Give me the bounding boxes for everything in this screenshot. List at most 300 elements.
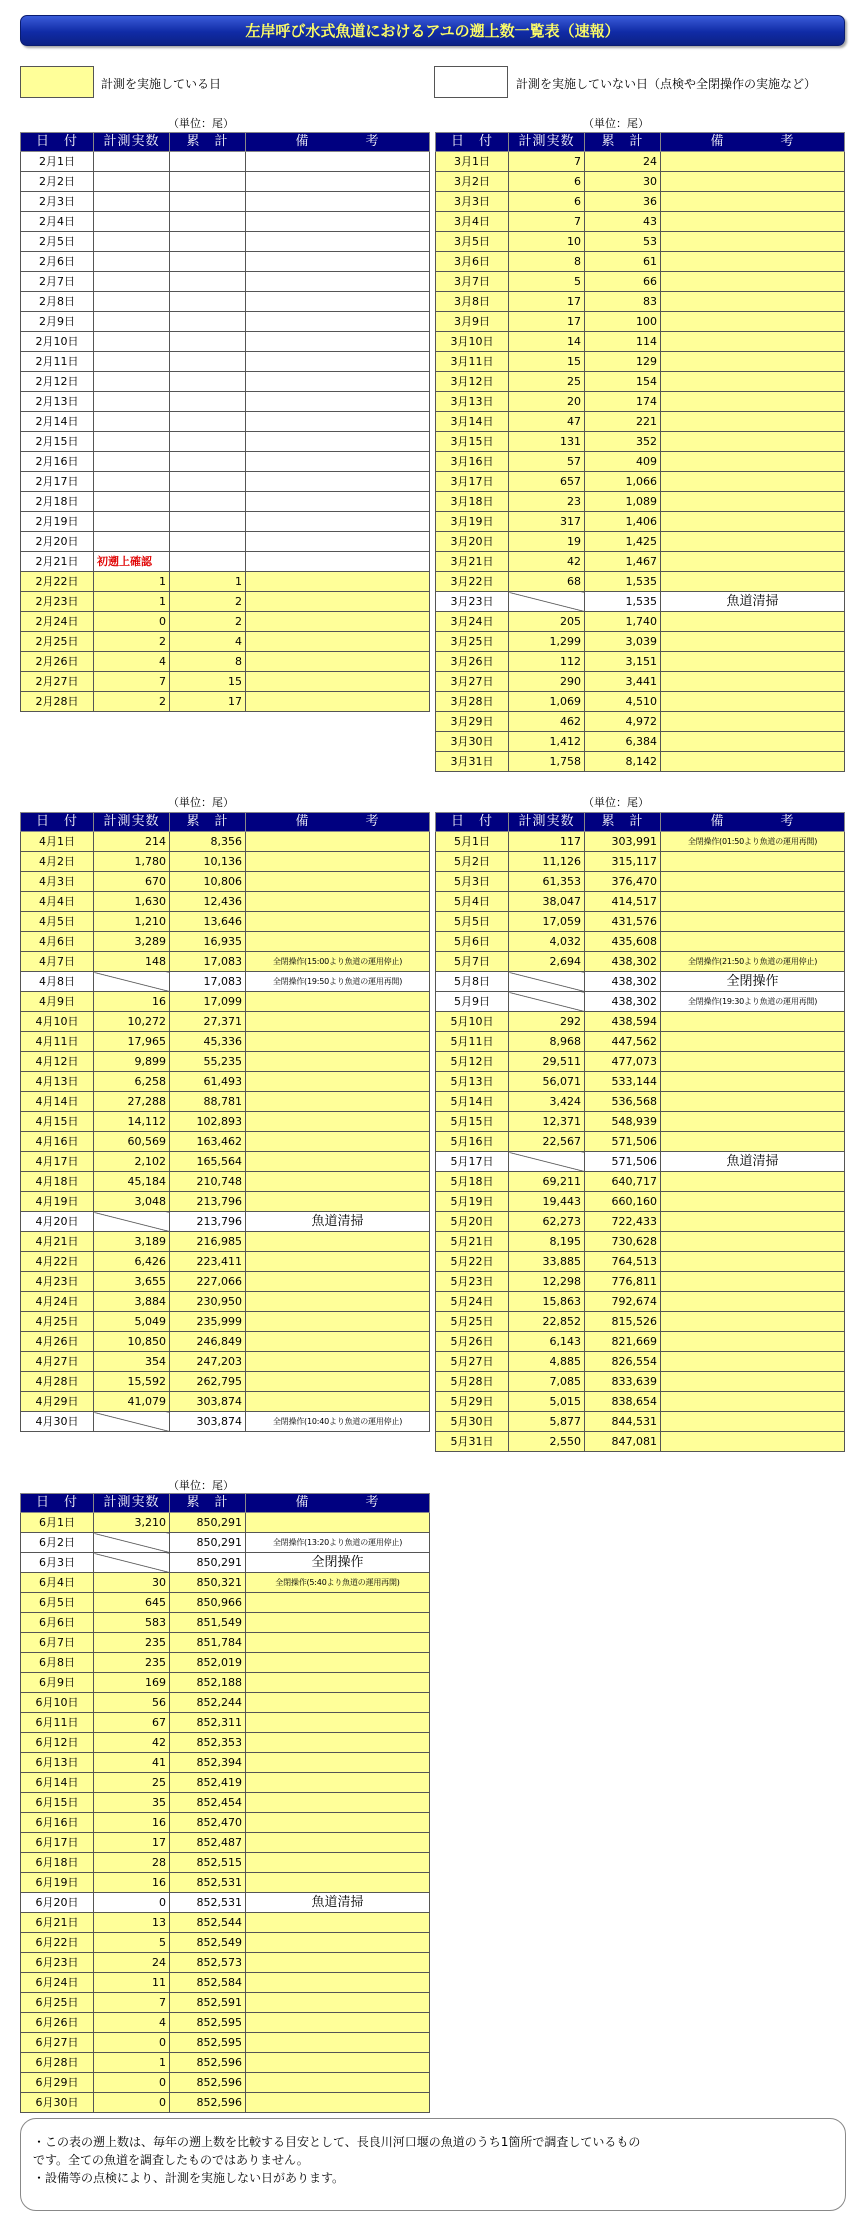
- table-row: [436, 692, 845, 712]
- cumulative-cell: 571,506: [585, 1132, 661, 1152]
- date-cell: 6月27日: [21, 2033, 94, 2053]
- table-row: [21, 1713, 430, 1733]
- count-cell: 1,780: [94, 852, 170, 872]
- table-row: [21, 1533, 430, 1553]
- date-cell: 5月13日: [436, 1072, 509, 1092]
- date-cell: 4月5日: [21, 912, 94, 932]
- remarks-cell: [661, 1372, 845, 1392]
- date-cell: 2月25日: [21, 632, 94, 652]
- footnote-box: [20, 2118, 846, 2211]
- table-may: [435, 812, 845, 1452]
- legend-swatch-measured: [20, 66, 94, 98]
- remarks-cell: [246, 1352, 430, 1372]
- cumulative-cell: 571,506: [585, 1152, 661, 1172]
- count-cell: [94, 332, 170, 352]
- count-cell: 17: [94, 1833, 170, 1853]
- date-cell: 2月6日: [21, 252, 94, 272]
- table-row: [21, 852, 430, 872]
- cumulative-cell: [170, 532, 246, 552]
- count-cell: 23: [509, 492, 585, 512]
- date-cell: 3月10日: [436, 332, 509, 352]
- remarks-cell: [246, 1232, 430, 1252]
- table-header-row: [436, 813, 845, 832]
- header-count: 計測実数: [94, 813, 170, 832]
- date-cell: 6月15日: [21, 1793, 94, 1813]
- date-cell: 2月20日: [21, 532, 94, 552]
- table-row: [21, 1793, 430, 1813]
- date-cell: 4月30日: [21, 1412, 94, 1432]
- remarks-cell: [246, 672, 430, 692]
- cumulative-cell: 352: [585, 432, 661, 452]
- date-cell: 2月17日: [21, 472, 94, 492]
- count-cell: 27,288: [94, 1092, 170, 1112]
- table-row: [436, 1292, 845, 1312]
- cumulative-cell: 844,531: [585, 1412, 661, 1432]
- date-cell: 6月10日: [21, 1693, 94, 1713]
- date-cell: 3月2日: [436, 172, 509, 192]
- cumulative-cell: 533,144: [585, 1072, 661, 1092]
- table-row: [21, 1913, 430, 1933]
- date-cell: 4月29日: [21, 1392, 94, 1412]
- table-row: [436, 152, 845, 172]
- cumulative-cell: 851,549: [170, 1613, 246, 1633]
- table-row: [21, 1152, 430, 1172]
- cumulative-cell: 852,591: [170, 1993, 246, 2013]
- count-cell: 3,210: [94, 1513, 170, 1533]
- unit-label-mar: （単位：尾）: [583, 117, 649, 130]
- count-cell: 19: [509, 532, 585, 552]
- date-cell: 4月14日: [21, 1092, 94, 1112]
- table-row: [436, 892, 845, 912]
- header-cumulative: 累 計: [585, 133, 661, 152]
- count-cell: 131: [509, 432, 585, 452]
- table-row: [21, 412, 430, 432]
- remarks-cell: [246, 2093, 430, 2113]
- count-cell: 12,371: [509, 1112, 585, 1132]
- unit-label-jun: （単位：尾）: [168, 1479, 234, 1492]
- date-cell: 5月28日: [436, 1372, 509, 1392]
- cumulative-cell: 1,535: [585, 572, 661, 592]
- date-cell: 4月28日: [21, 1372, 94, 1392]
- header-cumulative: 累 計: [585, 813, 661, 832]
- remarks-cell: [661, 152, 845, 172]
- date-cell: 3月1日: [436, 152, 509, 172]
- header-date: 日 付: [21, 1494, 94, 1513]
- table-row: [436, 1432, 845, 1452]
- date-cell: 3月31日: [436, 752, 509, 772]
- date-cell: 4月24日: [21, 1292, 94, 1312]
- count-cell: 29,511: [509, 1052, 585, 1072]
- count-cell: 47: [509, 412, 585, 432]
- remarks-cell: [246, 832, 430, 852]
- cumulative-cell: 852,394: [170, 1753, 246, 1773]
- remarks-cell: [661, 632, 845, 652]
- count-cell: 14,112: [94, 1112, 170, 1132]
- count-cell: 45,184: [94, 1172, 170, 1192]
- date-cell: 5月27日: [436, 1352, 509, 1372]
- remarks-cell: [246, 1092, 430, 1112]
- table-row: [21, 532, 430, 552]
- remarks-cell: [246, 292, 430, 312]
- count-cell: 148: [94, 952, 170, 972]
- date-cell: 6月16日: [21, 1813, 94, 1833]
- remarks-cell: [661, 532, 845, 552]
- cumulative-cell: 27,371: [170, 1012, 246, 1032]
- date-cell: 3月13日: [436, 392, 509, 412]
- cumulative-cell: 852,595: [170, 2013, 246, 2033]
- date-cell: 5月3日: [436, 872, 509, 892]
- cumulative-cell: 850,291: [170, 1513, 246, 1533]
- date-cell: 3月15日: [436, 432, 509, 452]
- date-cell: 2月1日: [21, 152, 94, 172]
- table-header-row: [21, 1494, 430, 1513]
- cumulative-cell: 235,999: [170, 1312, 246, 1332]
- cumulative-cell: 213,796: [170, 1192, 246, 1212]
- cumulative-cell: 102,893: [170, 1112, 246, 1132]
- count-cell: 17,965: [94, 1032, 170, 1052]
- table-row: [21, 692, 430, 712]
- cumulative-cell: 640,717: [585, 1172, 661, 1192]
- remarks-cell: [246, 1833, 430, 1853]
- table-row: [436, 1092, 845, 1112]
- cumulative-cell: 852,549: [170, 1933, 246, 1953]
- table-row: [436, 852, 845, 872]
- date-cell: 6月7日: [21, 1633, 94, 1653]
- date-cell: 4月11日: [21, 1032, 94, 1052]
- date-cell: 3月19日: [436, 512, 509, 532]
- page-title: 左岸呼び水式魚道におけるアユの遡上数一覧表（速報）: [20, 15, 845, 46]
- count-cell: 3,884: [94, 1292, 170, 1312]
- cumulative-cell: 1,425: [585, 532, 661, 552]
- cumulative-cell: 303,874: [170, 1412, 246, 1432]
- count-cell: 235: [94, 1633, 170, 1653]
- cumulative-cell: 438,302: [585, 952, 661, 972]
- date-cell: 3月20日: [436, 532, 509, 552]
- count-cell: 8,968: [509, 1032, 585, 1052]
- cumulative-cell: 730,628: [585, 1232, 661, 1252]
- count-cell: [94, 432, 170, 452]
- footnote-line-1: ・この表の遡上数は、毎年の遡上数を比較する目安として、長良川河口堰の魚道のうち1箇所で調査しているもの: [33, 2135, 641, 2149]
- date-cell: 4月25日: [21, 1312, 94, 1332]
- count-cell: 30: [94, 1573, 170, 1593]
- legend-label-measured: 計測を実施している日: [101, 77, 222, 91]
- cumulative-cell: 2: [170, 612, 246, 632]
- table-header-row: [436, 133, 845, 152]
- date-cell: 3月25日: [436, 632, 509, 652]
- table-row: [21, 1773, 430, 1793]
- date-cell: 5月12日: [436, 1052, 509, 1072]
- count-cell: 15: [509, 352, 585, 372]
- remarks-cell: [246, 1152, 430, 1172]
- header-remarks: 備 考: [661, 133, 845, 152]
- remarks-cell: [246, 172, 430, 192]
- table-row: [21, 1372, 430, 1392]
- table-row: [21, 1893, 430, 1913]
- count-cell: 2: [94, 632, 170, 652]
- count-cell: 235: [94, 1653, 170, 1673]
- header-remarks: 備 考: [246, 813, 430, 832]
- cumulative-cell: 838,654: [585, 1392, 661, 1412]
- cumulative-cell: 852,596: [170, 2093, 246, 2113]
- cumulative-cell: [170, 332, 246, 352]
- count-cell: [509, 1152, 585, 1172]
- table-row: [436, 1252, 845, 1272]
- remarks-cell: [246, 1713, 430, 1733]
- count-cell: 10,850: [94, 1332, 170, 1352]
- remarks-cell: [246, 1012, 430, 1032]
- count-cell: [94, 212, 170, 232]
- count-cell: 5: [94, 1933, 170, 1953]
- cumulative-cell: 8,142: [585, 752, 661, 772]
- table-row: [21, 1853, 430, 1873]
- count-cell: 4,032: [509, 932, 585, 952]
- remarks-cell: [246, 632, 430, 652]
- cumulative-cell: 247,203: [170, 1352, 246, 1372]
- header-remarks: 備 考: [246, 1494, 430, 1513]
- count-cell: 4: [94, 2013, 170, 2033]
- count-cell: 12,298: [509, 1272, 585, 1292]
- date-cell: 2月19日: [21, 512, 94, 532]
- remarks-cell: [246, 852, 430, 872]
- table-row: [21, 432, 430, 452]
- count-cell: 67: [94, 1713, 170, 1733]
- date-cell: 5月4日: [436, 892, 509, 912]
- remarks-cell: 魚道清掃: [246, 1893, 430, 1913]
- remarks-cell: [246, 1973, 430, 1993]
- cumulative-cell: [170, 552, 246, 572]
- remarks-cell: [661, 1312, 845, 1332]
- cumulative-cell: 852,244: [170, 1693, 246, 1713]
- cumulative-cell: 230,950: [170, 1292, 246, 1312]
- remarks-cell: [246, 1372, 430, 1392]
- remarks-cell: [246, 1853, 430, 1873]
- date-cell: 6月5日: [21, 1593, 94, 1613]
- table-row: [21, 1573, 430, 1593]
- table-row: [21, 1593, 430, 1613]
- remarks-cell: [246, 1292, 430, 1312]
- table-header-row: [21, 133, 430, 152]
- count-cell: [509, 992, 585, 1012]
- table-row: [21, 1412, 430, 1432]
- cumulative-cell: 548,939: [585, 1112, 661, 1132]
- header-cumulative: 累 計: [170, 133, 246, 152]
- remarks-cell: 全閉操作(5:40より魚道の運用再開): [246, 1573, 430, 1593]
- table-row: [436, 732, 845, 752]
- remarks-cell: [246, 212, 430, 232]
- remarks-cell: [661, 652, 845, 672]
- remarks-cell: [661, 1352, 845, 1372]
- table-row: [436, 572, 845, 592]
- date-cell: 2月4日: [21, 212, 94, 232]
- cumulative-cell: 1,066: [585, 472, 661, 492]
- cumulative-cell: 852,487: [170, 1833, 246, 1853]
- date-cell: 2月23日: [21, 592, 94, 612]
- cumulative-cell: 852,188: [170, 1673, 246, 1693]
- table-row: [21, 152, 430, 172]
- date-cell: 2月9日: [21, 312, 94, 332]
- count-cell: 1,069: [509, 692, 585, 712]
- cumulative-cell: 852,584: [170, 1973, 246, 1993]
- remarks-cell: [246, 1392, 430, 1412]
- cumulative-cell: [170, 372, 246, 392]
- remarks-cell: [661, 432, 845, 452]
- table-row: [21, 1653, 430, 1673]
- remarks-cell: [246, 1653, 430, 1673]
- table-row: [436, 1032, 845, 1052]
- cumulative-cell: 8: [170, 652, 246, 672]
- count-cell: 6,143: [509, 1332, 585, 1352]
- date-cell: 6月18日: [21, 1853, 94, 1873]
- count-cell: 6: [509, 172, 585, 192]
- cumulative-cell: 55,235: [170, 1052, 246, 1072]
- unit-label-feb: （単位：尾）: [168, 117, 234, 130]
- cumulative-cell: 12,436: [170, 892, 246, 912]
- table-row: [21, 1012, 430, 1032]
- remarks-cell: [246, 312, 430, 332]
- count-cell: [509, 972, 585, 992]
- cumulative-cell: 83: [585, 292, 661, 312]
- date-cell: 4月26日: [21, 1332, 94, 1352]
- cumulative-cell: 815,526: [585, 1312, 661, 1332]
- count-cell: 61,353: [509, 872, 585, 892]
- count-cell: 7: [94, 1993, 170, 2013]
- date-cell: 5月11日: [436, 1032, 509, 1052]
- table-row: [21, 1553, 430, 1573]
- count-cell: [94, 292, 170, 312]
- table-row: [21, 1513, 430, 1533]
- table-row: [436, 952, 845, 972]
- header-cumulative: 累 計: [170, 1494, 246, 1513]
- cumulative-cell: [170, 432, 246, 452]
- header-count: 計測実数: [94, 133, 170, 152]
- count-cell: 5,877: [509, 1412, 585, 1432]
- count-cell: [94, 272, 170, 292]
- table-row: [21, 1252, 430, 1272]
- remarks-cell: [661, 1412, 845, 1432]
- table-row: [21, 912, 430, 932]
- remarks-cell: [661, 312, 845, 332]
- table-row: [21, 1753, 430, 1773]
- remarks-cell: [246, 612, 430, 632]
- count-cell: 5,049: [94, 1312, 170, 1332]
- date-cell: 5月30日: [436, 1412, 509, 1432]
- count-cell: 42: [509, 552, 585, 572]
- date-cell: 5月22日: [436, 1252, 509, 1272]
- table-row: [436, 632, 845, 652]
- cumulative-cell: 154: [585, 372, 661, 392]
- remarks-cell: [246, 1192, 430, 1212]
- remarks-cell: [246, 1132, 430, 1152]
- table-row: [21, 1132, 430, 1152]
- remarks-cell: [661, 1032, 845, 1052]
- remarks-cell: [246, 572, 430, 592]
- cumulative-cell: 438,302: [585, 972, 661, 992]
- remarks-cell: [246, 2053, 430, 2073]
- date-cell: 4月17日: [21, 1152, 94, 1172]
- cumulative-cell: 536,568: [585, 1092, 661, 1112]
- count-cell: 10: [509, 232, 585, 252]
- cumulative-cell: [170, 312, 246, 332]
- table-row: [21, 1292, 430, 1312]
- count-cell: 1: [94, 592, 170, 612]
- table-row: [21, 492, 430, 512]
- cumulative-cell: 477,073: [585, 1052, 661, 1072]
- date-cell: 6月14日: [21, 1773, 94, 1793]
- cumulative-cell: 1,089: [585, 492, 661, 512]
- remarks-cell: [246, 272, 430, 292]
- cumulative-cell: 792,674: [585, 1292, 661, 1312]
- remarks-cell: [246, 2013, 430, 2033]
- date-cell: 4月13日: [21, 1072, 94, 1092]
- count-cell: 62,273: [509, 1212, 585, 1232]
- table-row: [436, 392, 845, 412]
- cumulative-cell: 6,384: [585, 732, 661, 752]
- remarks-cell: [661, 1272, 845, 1292]
- remarks-cell: [661, 212, 845, 232]
- cumulative-cell: 821,669: [585, 1332, 661, 1352]
- table-row: [21, 1032, 430, 1052]
- cumulative-cell: 847,081: [585, 1432, 661, 1452]
- table-row: [436, 652, 845, 672]
- count-cell: 3,048: [94, 1192, 170, 1212]
- count-cell: 5: [509, 272, 585, 292]
- date-cell: 2月14日: [21, 412, 94, 432]
- remarks-cell: [661, 1052, 845, 1072]
- date-cell: 6月28日: [21, 2053, 94, 2073]
- count-cell: 42: [94, 1733, 170, 1753]
- count-cell: [94, 372, 170, 392]
- table-row: [436, 912, 845, 932]
- count-cell: [94, 472, 170, 492]
- table-row: [436, 492, 845, 512]
- remarks-cell: [246, 512, 430, 532]
- cumulative-cell: [170, 152, 246, 172]
- table-row: [436, 472, 845, 492]
- cumulative-cell: 4,972: [585, 712, 661, 732]
- cumulative-cell: 850,291: [170, 1533, 246, 1553]
- remarks-cell: 全閉操作(15:00より魚道の運用停止): [246, 952, 430, 972]
- table-row: [21, 172, 430, 192]
- count-cell: 69,211: [509, 1172, 585, 1192]
- remarks-cell: [246, 2073, 430, 2093]
- table-row: [436, 592, 845, 612]
- cumulative-cell: [170, 512, 246, 532]
- remarks-cell: [246, 1673, 430, 1693]
- remarks-cell: [246, 1693, 430, 1713]
- cumulative-cell: 61: [585, 252, 661, 272]
- remarks-cell: [246, 392, 430, 412]
- remarks-cell: 魚道清掃: [246, 1212, 430, 1232]
- table-row: [21, 232, 430, 252]
- table-row: [436, 1352, 845, 1372]
- date-cell: 3月30日: [436, 732, 509, 752]
- remarks-cell: [246, 552, 430, 572]
- count-cell: [94, 152, 170, 172]
- date-cell: 5月23日: [436, 1272, 509, 1292]
- table-row: [21, 192, 430, 212]
- table-jun: [20, 1493, 430, 2113]
- cumulative-cell: 1,406: [585, 512, 661, 532]
- date-cell: 2月18日: [21, 492, 94, 512]
- table-row: [21, 1392, 430, 1412]
- remarks-cell: [661, 712, 845, 732]
- cumulative-cell: 100: [585, 312, 661, 332]
- table-row: [436, 1332, 845, 1352]
- count-cell: 205: [509, 612, 585, 632]
- remarks-cell: [661, 412, 845, 432]
- remarks-cell: [246, 872, 430, 892]
- table-row: [436, 1412, 845, 1432]
